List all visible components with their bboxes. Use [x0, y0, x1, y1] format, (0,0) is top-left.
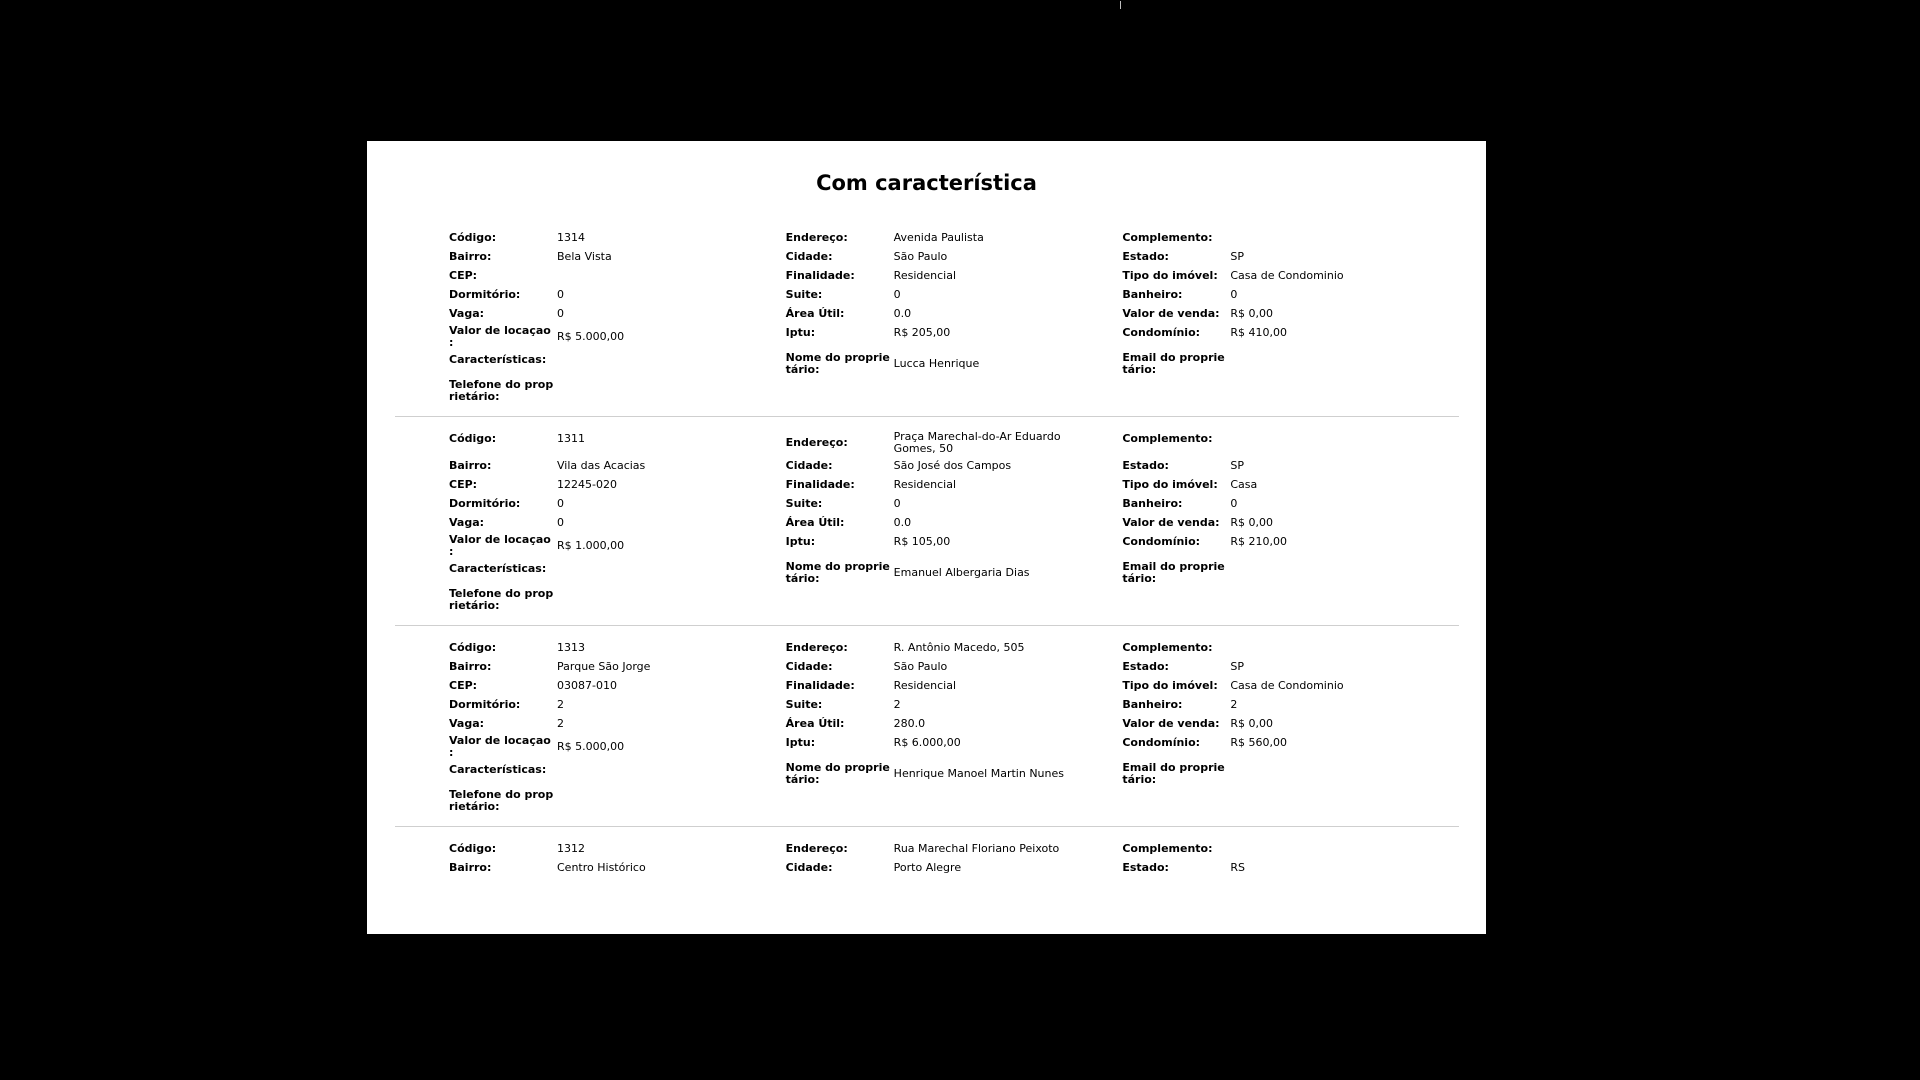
field-label: Condomínio: [1122, 535, 1201, 548]
field-label: Dormitório: [449, 288, 521, 301]
field-value: 280.0 [893, 717, 926, 730]
field [1122, 561, 1459, 585]
field-label: Valor de locaçao : [449, 324, 551, 349]
field-value: 2 [1230, 698, 1238, 711]
field-row [449, 477, 1459, 493]
field-label: Iptu: [785, 535, 816, 548]
field-value: R$ 410,00 [1230, 326, 1287, 339]
field-value: R$ 105,00 [893, 535, 951, 548]
field-label: Valor de locaçao : [449, 533, 551, 558]
field-row [449, 431, 1459, 455]
field-label: Estado: [1122, 250, 1169, 263]
field-row [449, 640, 1459, 656]
field-label: CEP: [449, 269, 478, 282]
field-value: 0.0 [893, 516, 912, 529]
field [786, 534, 1123, 550]
field-row [449, 697, 1459, 713]
field [1122, 325, 1459, 341]
field [786, 268, 1123, 284]
field [786, 431, 1123, 455]
field-value: Centro Histórico [557, 861, 646, 874]
field-value: SP [1230, 660, 1244, 673]
field-row [449, 515, 1459, 531]
field [449, 515, 786, 531]
field-value: 0 [557, 516, 564, 529]
field [449, 431, 786, 447]
field [1122, 230, 1459, 246]
field-value: Casa [1230, 478, 1258, 491]
field-value: 0 [1230, 497, 1238, 510]
field-label: Vaga: [449, 516, 485, 529]
field-label: Bairro: [449, 660, 492, 673]
field-value: Residencial [893, 679, 956, 692]
field-value: 12245-020 [557, 478, 617, 491]
field [449, 561, 786, 577]
field-value: Residencial [893, 269, 956, 282]
field-value: R$ 6.000,00 [893, 736, 961, 749]
field-label: Email do proprie tário: [1122, 351, 1225, 376]
field-label: Valor de locaçao : [449, 734, 551, 759]
field [1122, 716, 1459, 732]
field-row [449, 287, 1459, 303]
field [449, 762, 786, 778]
text-cursor-mark [1120, 1, 1121, 9]
field-label: Estado: [1122, 459, 1169, 472]
field [1122, 860, 1459, 876]
field-label: Estado: [1122, 660, 1169, 673]
field [449, 496, 786, 512]
field-row [449, 588, 1459, 612]
field [786, 249, 1123, 265]
field [449, 640, 786, 656]
property-record [395, 431, 1459, 626]
field-value: RS [1230, 861, 1245, 874]
field [786, 352, 1123, 376]
field-label: Endereço: [785, 436, 848, 449]
field-label: Finalidade: [785, 679, 855, 692]
field [786, 306, 1123, 322]
field [786, 477, 1123, 493]
field [786, 716, 1123, 732]
field-label: Telefone do prop rietário: [449, 378, 554, 403]
field-label: Complemento: [1122, 641, 1213, 654]
field-row [449, 306, 1459, 322]
field [786, 697, 1123, 713]
field-label: Suite: [785, 497, 823, 510]
field-label: Tipo do imóvel: [1122, 478, 1218, 491]
field [449, 841, 786, 857]
field [1122, 458, 1459, 474]
field-label: Condomínio: [1122, 326, 1201, 339]
field-value: 2 [893, 698, 901, 711]
field [449, 588, 803, 612]
field-row [449, 230, 1459, 246]
field-label: Área Útil: [785, 516, 845, 529]
field [786, 678, 1123, 694]
field [449, 230, 786, 246]
field-label: Área Útil: [785, 717, 845, 730]
field-value: R$ 0,00 [1230, 307, 1273, 320]
field-label: Cidade: [785, 250, 833, 263]
field-value: R$ 0,00 [1230, 717, 1273, 730]
field-label: Endereço: [785, 231, 848, 244]
field-label: Bairro: [449, 861, 492, 874]
field-label: Valor de venda: [1122, 307, 1220, 320]
field-value: Casa de Condominio [1230, 679, 1344, 692]
field [1122, 678, 1459, 694]
field [1122, 352, 1459, 376]
field-row [449, 659, 1459, 675]
field [1122, 287, 1459, 303]
field-value: 0 [1230, 288, 1238, 301]
field [1122, 496, 1459, 512]
field-value: SP [1230, 459, 1244, 472]
field-value: Vila das Acacias [557, 459, 646, 472]
field-label: Banheiro: [1122, 698, 1183, 711]
field [449, 534, 786, 558]
field-label: Iptu: [785, 326, 816, 339]
field-label: Cidade: [785, 861, 833, 874]
field-label: Suite: [785, 288, 823, 301]
field-label: Banheiro: [1122, 497, 1183, 510]
field-value: 0 [557, 307, 564, 320]
field-value: São Paulo [893, 660, 948, 673]
field [449, 268, 786, 284]
field [786, 230, 1123, 246]
field-label: Nome do proprie tário: [785, 351, 890, 376]
field-label: Dormitório: [449, 698, 521, 711]
field-label: Código: [449, 231, 497, 244]
field [786, 515, 1123, 531]
field [449, 735, 786, 759]
field-label: Condomínio: [1122, 736, 1201, 749]
field [449, 306, 786, 322]
field-label: Código: [449, 432, 497, 445]
field-value: Avenida Paulista [893, 231, 984, 244]
field-label: Vaga: [449, 307, 485, 320]
field-row [449, 841, 1459, 857]
field [449, 697, 786, 713]
field [786, 458, 1123, 474]
field-value: R$ 0,00 [1230, 516, 1273, 529]
field-value: Rua Marechal Floriano Peixoto [893, 842, 1060, 855]
field [449, 860, 786, 876]
property-records [395, 222, 1459, 903]
field-label: Finalidade: [785, 478, 855, 491]
field-label: Nome do proprie tário: [785, 560, 890, 585]
field [449, 287, 786, 303]
field-row [449, 379, 1459, 403]
field-row [449, 352, 1459, 376]
field-label: Estado: [1122, 861, 1169, 874]
field-label: Características: [449, 562, 547, 575]
field [1122, 249, 1459, 265]
field-value: São José dos Campos [893, 459, 1012, 472]
field-label: Tipo do imóvel: [1122, 679, 1218, 692]
field-value: 03087-010 [557, 679, 617, 692]
field [786, 841, 1123, 857]
field-row [449, 789, 1459, 813]
field [449, 678, 786, 694]
field-row [449, 534, 1459, 558]
field-label: Bairro: [449, 459, 492, 472]
field-value: 1312 [557, 842, 585, 855]
field-value: 0 [893, 497, 901, 510]
field-value: 2 [557, 717, 564, 730]
field [449, 477, 786, 493]
field-label: Complemento: [1122, 231, 1213, 244]
field [449, 716, 786, 732]
field-label: Código: [449, 842, 497, 855]
field-label: Complemento: [1122, 432, 1213, 445]
field [1122, 268, 1459, 284]
field-label: CEP: [449, 679, 478, 692]
field-row [449, 716, 1459, 732]
field [1122, 841, 1459, 857]
field-value: Porto Alegre [893, 861, 962, 874]
field [786, 735, 1123, 751]
field-label: Telefone do prop rietário: [449, 587, 554, 612]
field-value: Residencial [893, 478, 956, 491]
field-value: 1314 [557, 231, 585, 244]
field-value: 2 [557, 698, 564, 711]
field [1122, 735, 1459, 751]
field-value: Casa de Condominio [1230, 269, 1344, 282]
field [1122, 640, 1459, 656]
field-value: Praça Marechal-do-Ar Eduardo Gomes, 50 [893, 430, 1061, 455]
field-value: Parque São Jorge [557, 660, 651, 673]
field [449, 789, 803, 813]
field-label: Banheiro: [1122, 288, 1183, 301]
field-label: Características: [449, 353, 547, 366]
field [786, 659, 1123, 675]
field-value: São Paulo [893, 250, 948, 263]
property-record [395, 841, 1459, 889]
field-label: Iptu: [785, 736, 816, 749]
field-label: Finalidade: [785, 269, 855, 282]
field-row [449, 860, 1459, 876]
field [786, 561, 1123, 585]
field [1122, 477, 1459, 493]
field-row [449, 496, 1459, 512]
field [1122, 431, 1459, 447]
field-label: Área Útil: [785, 307, 845, 320]
field-row [449, 735, 1459, 759]
field [449, 379, 803, 403]
field-value: R$ 205,00 [893, 326, 951, 339]
field-label: Código: [449, 641, 497, 654]
field-label: Bairro: [449, 250, 492, 263]
field-label: Dormitório: [449, 497, 521, 510]
field-label: Tipo do imóvel: [1122, 269, 1218, 282]
field [1122, 515, 1459, 531]
field [449, 249, 786, 265]
field-row [449, 561, 1459, 585]
field [449, 352, 786, 368]
field-value: 1311 [557, 432, 585, 445]
property-record [395, 230, 1459, 417]
field-label: Endereço: [785, 842, 848, 855]
field-value: Bela Vista [557, 250, 612, 263]
field-value: Emanuel Albergaria Dias [893, 566, 1030, 579]
field-value: R$ 5.000,00 [557, 330, 625, 343]
field-label: Endereço: [785, 641, 848, 654]
field-label: Cidade: [785, 660, 833, 673]
field-row [449, 268, 1459, 284]
field-label: Vaga: [449, 717, 485, 730]
field [786, 640, 1123, 656]
field [449, 458, 786, 474]
field [1122, 306, 1459, 322]
field-label: Complemento: [1122, 842, 1213, 855]
field-label: Email do proprie tário: [1122, 560, 1225, 585]
field-value: Henrique Manoel Martin Nunes [893, 767, 1064, 780]
field [449, 325, 786, 349]
field-row [449, 249, 1459, 265]
field-label: Nome do proprie tário: [785, 761, 890, 786]
field [1122, 762, 1459, 786]
field [786, 762, 1123, 786]
field-value: 1313 [557, 641, 585, 654]
field [1122, 659, 1459, 675]
field-value: 0.0 [893, 307, 912, 320]
field-label: Cidade: [785, 459, 833, 472]
field-label: Suite: [785, 698, 823, 711]
field-label: Valor de venda: [1122, 717, 1220, 730]
field [786, 287, 1123, 303]
field-row [449, 325, 1459, 349]
field [1122, 697, 1459, 713]
field [449, 659, 786, 675]
field-value: 0 [893, 288, 901, 301]
field-label: Telefone do prop rietário: [449, 788, 554, 813]
field-value: SP [1230, 250, 1244, 263]
report-page [367, 141, 1486, 934]
field-value: R$ 1.000,00 [557, 539, 625, 552]
field-label: CEP: [449, 478, 478, 491]
field-value: Lucca Henrique [893, 357, 980, 370]
field-value: R. Antônio Macedo, 505 [893, 641, 1025, 654]
field-value: 0 [557, 288, 564, 301]
field-label: Valor de venda: [1122, 516, 1220, 529]
page-title: Com característica [816, 171, 1037, 195]
field [786, 496, 1123, 512]
field [1122, 534, 1459, 550]
field-row [449, 762, 1459, 786]
field-row [449, 678, 1459, 694]
field-label: Características: [449, 763, 547, 776]
field [786, 325, 1123, 341]
property-record [395, 640, 1459, 827]
field-value: 0 [557, 497, 564, 510]
field-value: R$ 210,00 [1230, 535, 1287, 548]
field-label: Email do proprie tário: [1122, 761, 1225, 786]
field-row [449, 458, 1459, 474]
field [786, 860, 1123, 876]
field-value: R$ 5.000,00 [557, 740, 625, 753]
field-value: R$ 560,00 [1230, 736, 1287, 749]
